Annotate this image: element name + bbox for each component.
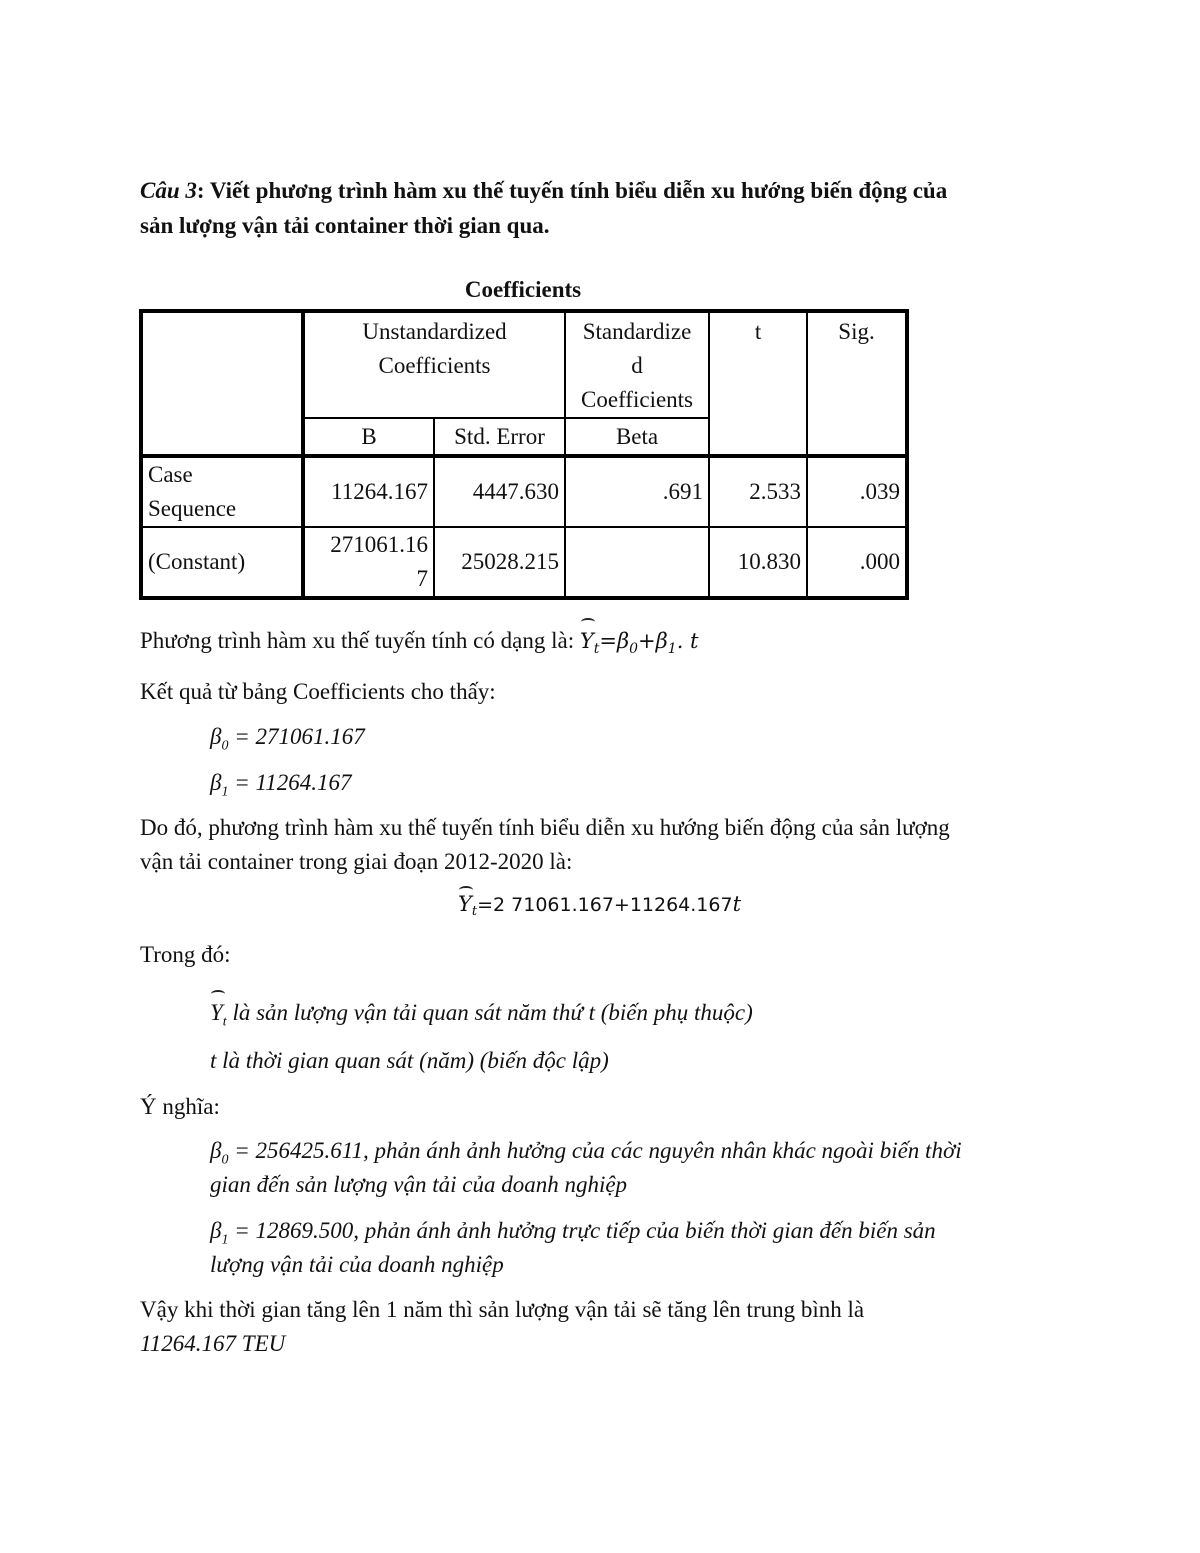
header-t: t <box>709 311 807 456</box>
conclusion-eq-y: Y <box>458 892 472 916</box>
header-sig: Sig. <box>807 311 907 456</box>
header-standardized-line3: Coefficients <box>581 387 694 412</box>
conclusion-line-1: Do đó, phương trình hàm xu thế tuyến tính biểu diễn xu hướng biến động của sản lượng <box>140 815 950 840</box>
row-label-case-sequence <box>141 456 303 527</box>
table-header-row-1 <box>141 311 907 418</box>
cell-std-error: 25028.215 <box>434 527 565 598</box>
cell-beta <box>565 527 709 598</box>
meaning-b0-line-2: gian đến sản lượng vận tải của doanh nghiệp <box>210 1172 628 1197</box>
meaning-b0-sub: 0 <box>221 1152 229 1168</box>
question-label: Câu 3 <box>140 178 197 203</box>
form-intro: Phương trình hàm xu thế tuyến tính có dạng là: <box>140 628 575 653</box>
beta0-symbol: β <box>210 724 222 749</box>
form-eq-y: Y <box>580 624 594 658</box>
form-eq-plus: +β <box>638 629 668 653</box>
cell-b <box>303 527 434 598</box>
form-line <box>140 624 699 666</box>
cell-std-error: 4447.630 <box>434 456 565 527</box>
cell-sig: .000 <box>807 527 907 598</box>
meaning-b1-line-2: lượng vận tải của doanh nghiệp <box>210 1252 504 1277</box>
question-line-2: sản lượng vận tải container thời gian qua. <box>140 213 550 238</box>
result-beta1 <box>210 766 352 810</box>
where-item1-sub: t <box>222 1014 227 1030</box>
meaning-b1-sub: 1 <box>221 1232 229 1248</box>
form-eq-sub0: 0 <box>629 641 639 658</box>
form-eq-rest: =β <box>599 629 630 653</box>
conclusion-line-2: vận tải container trong giai đoạn 2012-2020 là: <box>140 849 573 874</box>
cell-b: 11264.167 <box>303 456 434 527</box>
table-row <box>141 527 907 598</box>
meaning-b0-text: = 256425.611, phản ánh ảnh hưởng của các nguyên nhân khác ngoài biến thời <box>228 1138 962 1163</box>
beta0-sub: 0 <box>221 738 229 754</box>
header-standardized-line1: Standardize <box>582 319 692 344</box>
table-row <box>141 456 907 527</box>
conclusion-equation <box>458 892 741 919</box>
final-line-2: 11264.167 TEU <box>140 1331 286 1356</box>
where-item-1 <box>210 996 753 1040</box>
header-beta: Beta <box>565 418 709 456</box>
header-b: B <box>303 418 434 456</box>
cell-sig: .039 <box>807 456 907 527</box>
meaning-label: Ý nghĩa: <box>140 1094 220 1119</box>
cell-b-line2: 7 <box>416 566 428 591</box>
meaning-b1-text: = 12869.500, phản ánh ảnh hưởng trực tiếp của biến thời gian đến biến sản <box>228 1218 936 1243</box>
meaning-b0-symbol: β <box>210 1138 222 1163</box>
question-line-1 <box>140 174 947 208</box>
conclusion-eq-t: t <box>732 892 742 916</box>
meaning-b1-symbol: β <box>210 1218 222 1243</box>
table-caption: Coefficients <box>464 277 582 302</box>
cell-t: 10.830 <box>709 527 807 598</box>
question-colon: : <box>196 178 205 203</box>
row-label-line1: Case <box>148 462 193 487</box>
where-item-2: t là thời gian quan sát (năm) (biến độc lập) <box>210 1048 609 1073</box>
beta1-value: = 11264.167 <box>228 770 352 795</box>
where-item1-symbol: Y <box>210 996 223 1030</box>
beta0-value: = 271061.167 <box>228 724 365 749</box>
where-label: Trong đó: <box>140 942 231 967</box>
row-label-line2: Sequence <box>148 496 237 521</box>
header-std-error: Std. Error <box>434 418 565 456</box>
header-standardized <box>565 311 709 418</box>
cell-b-line1: 271061.16 <box>330 532 428 557</box>
result-beta0 <box>210 720 365 764</box>
form-eq-tail: . t <box>676 629 699 653</box>
cell-t: 2.533 <box>709 456 807 527</box>
form-eq-sub-t: t <box>593 641 600 658</box>
final-line-1: Vậy khi thời gian tăng lên 1 năm thì sản lượng vận tải sẽ tăng lên trung bình là <box>140 1297 865 1322</box>
question-text-1: Viết phương trình hàm xu thế tuyến tính biểu diễn xu hướng biến động của <box>204 178 948 203</box>
form-equation <box>579 629 699 658</box>
coefficients-table <box>139 309 909 600</box>
cell-beta: .691 <box>565 456 709 527</box>
conclusion-eq-rhs: =2 71061.167+11264.167 <box>477 894 733 916</box>
where-item1-text: là sản lượng vận tải quan sát năm thứ t (biến phụ thuộc) <box>226 1000 753 1025</box>
row-label-constant: (Constant) <box>141 527 303 598</box>
result-intro: Kết quả từ bảng Coefficients cho thấy: <box>140 679 496 704</box>
conclusion-eq-sub-t: t <box>471 904 478 920</box>
beta1-symbol: β <box>210 770 222 795</box>
header-unstandardized: Unstandardized Coefficients <box>303 311 565 418</box>
form-eq-sub1: 1 <box>667 641 677 658</box>
header-standardized-line2: d <box>631 353 643 378</box>
beta1-sub: 1 <box>221 784 229 800</box>
header-empty-cell <box>141 311 303 456</box>
